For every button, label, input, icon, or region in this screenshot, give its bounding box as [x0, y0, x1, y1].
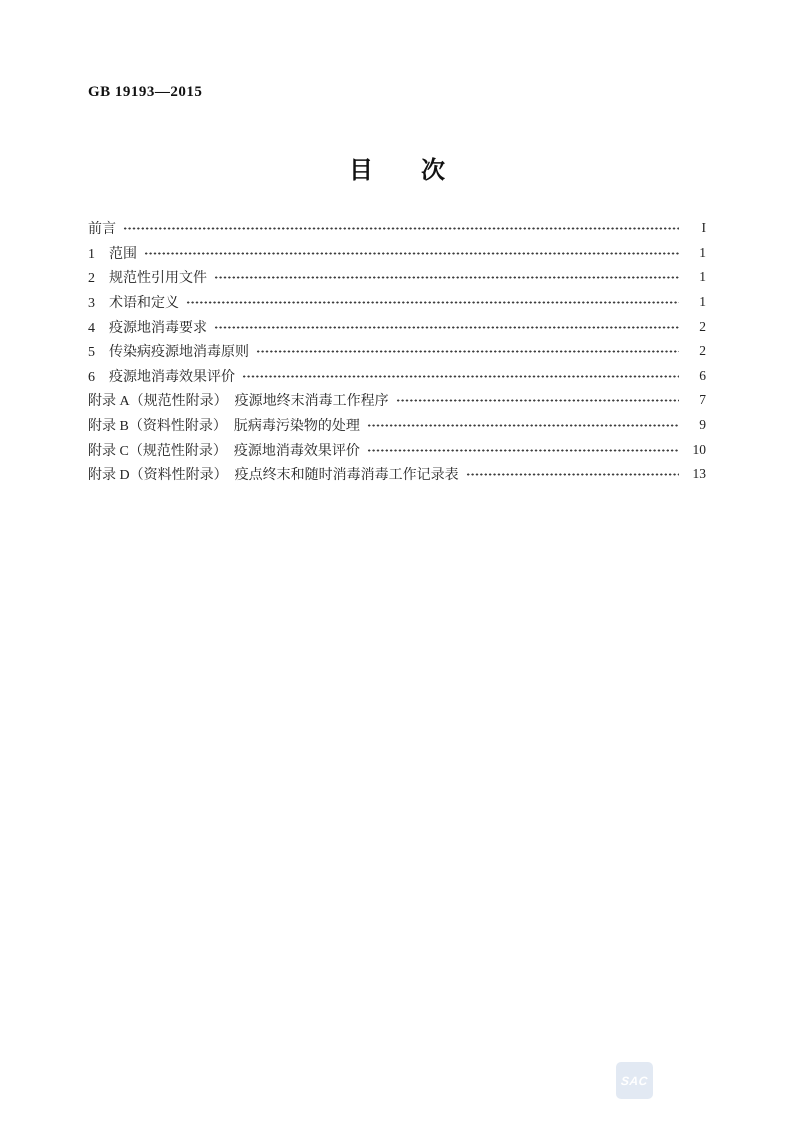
toc-entry-label: 4 疫源地消毒要求	[88, 320, 207, 336]
toc-entry-page-number: I	[701, 220, 706, 236]
toc-dot-leader	[367, 449, 679, 452]
sac-logo-text: SAC	[620, 1073, 649, 1088]
toc-entry-label: 附录 C（规范性附录） 疫源地消毒效果评价	[88, 443, 360, 459]
toc-row	[88, 364, 706, 389]
toc-entry-page-number: 13	[692, 466, 706, 482]
toc-entry-page-number: 1	[699, 244, 706, 260]
toc-dot-leader	[256, 350, 679, 353]
toc-dot-leader	[123, 227, 679, 230]
toc-dot-leader	[214, 276, 679, 279]
toc-entry-label: 2 规范性引用文件	[88, 271, 207, 287]
page-title: 目 次	[349, 158, 445, 184]
toc-row	[88, 339, 706, 364]
toc-entry-label: 6 疫源地消毒效果评价	[88, 369, 235, 385]
toc-row	[88, 413, 706, 438]
toc-entry-label: 附录 D（资料性附录） 疫点终末和随时消毒消毒工作记录表	[88, 468, 459, 484]
toc-entry-label: 1 范围	[88, 246, 137, 262]
toc-entry-page-number: 1	[699, 269, 706, 285]
toc-row	[88, 265, 706, 290]
toc-dot-leader	[214, 326, 679, 329]
standard-number: GB 19193—2015	[88, 84, 203, 100]
toc-entry-page-number: 6	[699, 367, 706, 383]
toc-row	[88, 437, 706, 462]
toc-entry-page-number: 2	[699, 343, 706, 359]
toc-entry-label: 附录 B（资料性附录） 朊病毒污染物的处理	[88, 419, 360, 435]
toc-entry-label: 前言	[88, 222, 116, 238]
toc-row	[88, 241, 706, 266]
toc-dot-leader	[144, 252, 679, 255]
toc-entry-label: 5 传染病疫源地消毒原则	[88, 345, 249, 361]
toc-entry-page-number: 1	[699, 294, 706, 310]
toc-row	[88, 314, 706, 339]
toc-entry-page-number: 9	[699, 417, 706, 433]
toc-dot-leader	[396, 399, 679, 402]
toc-dot-leader	[242, 375, 679, 378]
toc-dot-leader	[466, 473, 679, 476]
toc-entry-label: 3 术语和定义	[88, 296, 179, 312]
toc-entry-page-number: 10	[692, 441, 706, 457]
toc-row	[88, 462, 706, 487]
toc-row	[88, 290, 706, 315]
table-of-contents	[88, 216, 706, 487]
toc-dot-leader	[367, 424, 679, 427]
toc-dot-leader	[186, 301, 679, 304]
toc-entry-page-number: 7	[699, 392, 706, 408]
toc-entry-page-number: 2	[699, 318, 706, 334]
sac-logo-watermark	[616, 1062, 653, 1099]
toc-row	[88, 216, 706, 241]
toc-entry-label: 附录 A（规范性附录） 疫源地终末消毒工作程序	[88, 394, 389, 410]
toc-row	[88, 388, 706, 413]
